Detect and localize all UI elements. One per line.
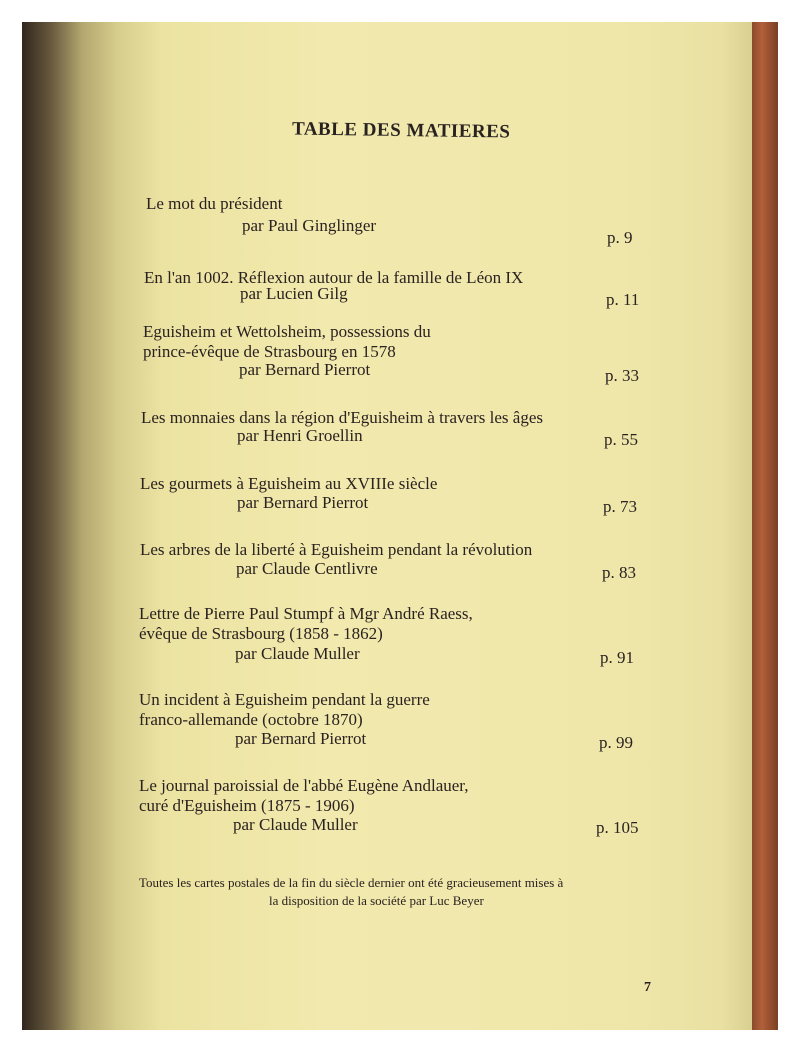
entry-page: p. 9 [607, 228, 633, 247]
entry-author: par Henri Groellin [237, 426, 363, 445]
entry-title-line: Un incident à Eguisheim pendant la guerre [139, 690, 430, 709]
entry-page: p. 91 [600, 648, 634, 667]
entry-author: par Bernard Pierrot [235, 729, 367, 748]
entry-title-line: curé d'Eguisheim (1875 - 1906) [139, 796, 355, 815]
entry-title-line: franco-allemande (octobre 1870) [139, 710, 363, 729]
entry-author: par Claude Muller [233, 815, 358, 834]
entry-title-line: Le mot du président [146, 194, 283, 213]
entry-author: par Lucien Gilg [240, 284, 348, 303]
book-edge [752, 22, 778, 1030]
entry-title-line: Eguisheim et Wettolsheim, possessions du [143, 322, 431, 341]
entry-title-line: prince-évêque de Strasbourg en 1578 [143, 342, 396, 361]
entry-page: p. 55 [604, 430, 638, 449]
entry-title-line: Lettre de Pierre Paul Stumpf à Mgr André Raess, [139, 604, 473, 623]
entry-page: p. 105 [596, 818, 639, 837]
entry-title-line: Le journal paroissial de l'abbé Eugène Andlauer, [139, 776, 469, 795]
entry-page: p. 11 [606, 290, 640, 309]
entry-author: par Claude Muller [235, 644, 360, 663]
entry-title-line: Les arbres de la liberté à Eguisheim pendant la révolution [140, 540, 533, 559]
entry-author: par Paul Ginglinger [242, 216, 377, 235]
entry-author: par Bernard Pierrot [237, 493, 369, 512]
page-content [22, 22, 752, 1030]
photo-frame [22, 22, 778, 1030]
entry-title-line: En l'an 1002. Réflexion autour de la famille de Léon IX [144, 268, 524, 287]
page-number: 7 [644, 980, 651, 995]
footnote-line: la disposition de la société par Luc Beyer [269, 893, 484, 908]
entry-title-line: Les monnaies dans la région d'Eguisheim à travers les âges [141, 408, 543, 427]
entry-page: p. 73 [603, 497, 637, 516]
entry-page: p. 99 [599, 733, 633, 752]
entry-page: p. 83 [602, 563, 636, 582]
footnote-line: Toutes les cartes postales de la fin du siècle dernier ont été gracieusement mises à [139, 875, 564, 890]
entry-author: par Bernard Pierrot [239, 360, 371, 379]
entry-author: par Claude Centlivre [236, 559, 378, 578]
entry-title-line: évêque de Strasbourg (1858 - 1862) [139, 624, 383, 643]
book-page [22, 22, 752, 1030]
page-title: TABLE DES MATIERES [291, 118, 511, 143]
entry-title-line: Les gourmets à Eguisheim au XVIIIe siècle [140, 474, 438, 493]
entry-page: p. 33 [605, 366, 639, 385]
